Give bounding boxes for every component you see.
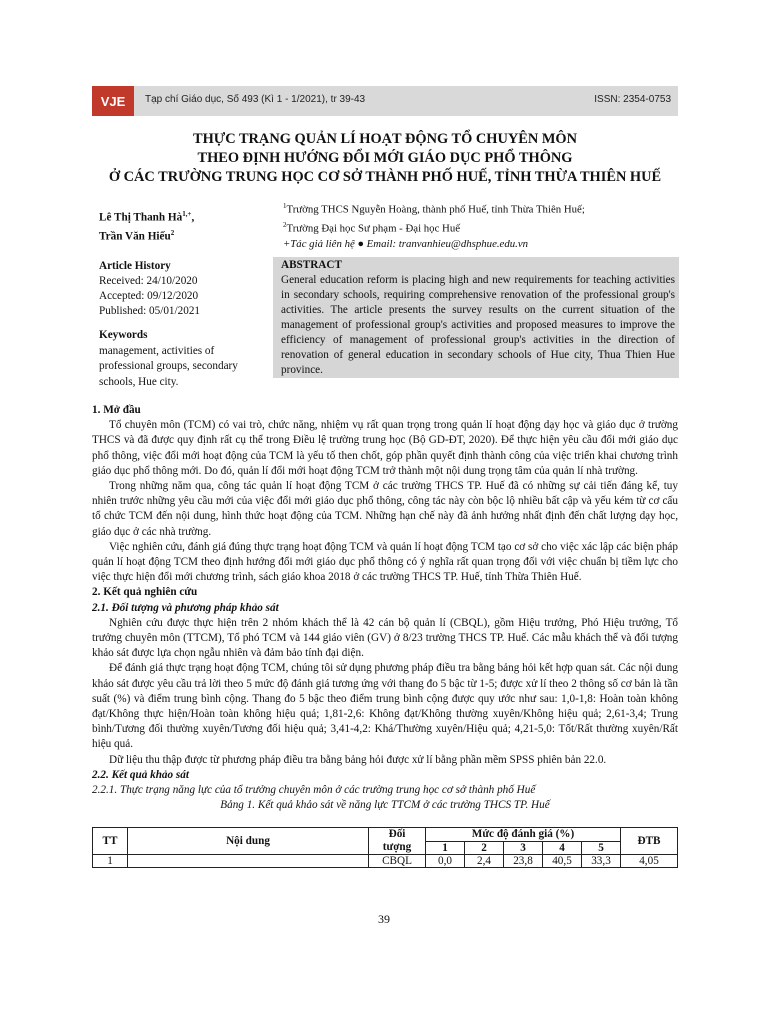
- section-2-title: 2. Kết quả nghiên cứu: [92, 586, 198, 599]
- results-table: [92, 827, 678, 868]
- section-1-title: 1. Mở đầu: [92, 404, 141, 416]
- author-1: Lê Thị Thanh Hà: [99, 211, 183, 224]
- col-subject: [369, 828, 426, 855]
- col-dtb: ĐTB: [621, 828, 678, 855]
- cell-content: [128, 855, 369, 868]
- accepted-date: Accepted: 09/12/2020: [99, 290, 199, 302]
- cell-dtb: 4,05: [621, 855, 678, 868]
- col-subject-line-2: tượng: [382, 841, 412, 853]
- cell-v5: 33,3: [582, 855, 621, 868]
- page-number: 39: [378, 912, 390, 926]
- section-2-1-title: 2.1. Đối tượng và phương pháp khảo sát: [92, 601, 279, 614]
- title-line-2: THEO ĐỊNH HƯỚNG ĐỔI MỚI GIÁO DỤC PHỔ THÔNG: [197, 150, 573, 166]
- paragraph: Trong những năm qua, công tác quản lí hoạt động TCM ở các trường THCS TP. Huế đã có những sự cải tiến đáng kể, tuy nhiên trước những yêu cầu mới của việc đổi mới giáo dục phổ thông, công tác này còn bộc lộ nhiều bất cập và yếu kém từ cơ cấu tổ chức TCM đến nội dung, hình thức hoạt động của TCM. Những hạn chế này đã ảnh hưởng nhất định đến chất lượng dạy học, giáo dục ở các nhà trường.: [92, 480, 678, 538]
- keywords-text: management, activities of professional groups, secondary schools, Hue city.: [99, 344, 238, 388]
- author-1-sup: 1,+: [182, 210, 192, 218]
- affil-2: Trường Đại học Sư phạm - Đại học Huế: [286, 222, 461, 235]
- section-2-2-1-title: 2.2.1. Thực trạng năng lực của tổ trưởng chuyên môn ở các trường trung học cơ sở thành phố Huế: [92, 784, 536, 797]
- cell-v1: 0,0: [426, 855, 465, 868]
- issn: ISSN: 2354-0753: [594, 94, 671, 105]
- paragraph: Việc nghiên cứu, đánh giá đúng thực trạng hoạt động TCM và quản lí hoạt động TCM tạo cơ sở cho việc xác lập các biện pháp quản lí hoạt động TCM theo định hướng đổi mới giáo dục phổ thông có ý nghĩa rất quan trọng đối với việc chuẩn bị tiềm lực cho việc thực hiện đổi mới chương trình, sách giáo khoa 2018 ở các trường THCS TP. Huế, tỉnh Thừa Thiên Huế.: [92, 540, 678, 584]
- author-1-suffix: ,: [191, 211, 195, 224]
- abstract-box: [273, 257, 679, 378]
- affiliations: [283, 199, 585, 253]
- col-tt: TT: [93, 828, 128, 855]
- col-level: Mức độ đánh giá (%): [426, 828, 621, 842]
- level-3: 3: [504, 841, 543, 855]
- level-2: 2: [465, 841, 504, 855]
- published-date: Published: 05/01/2021: [99, 305, 201, 317]
- article-history: [99, 259, 200, 319]
- author-2-sup: 2: [170, 228, 175, 237]
- body-text: [92, 403, 678, 813]
- abstract-heading: ABSTRACT: [281, 259, 342, 271]
- table-row: [93, 855, 678, 868]
- level-1: 1: [426, 841, 465, 855]
- affil-1-sup: 1: [283, 202, 287, 210]
- paper-title: [92, 130, 678, 187]
- cell-tt: 1: [93, 855, 128, 868]
- paragraph: Để đánh giá thực trạng hoạt động TCM, chúng tôi sử dụng phương pháp điều tra bằng bảng hỏi kết hợp quan sát. Các nội dung khảo sát được yêu cầu trả lời theo 5 mức độ đánh giá tương ứng với thang đo 5 bậc từ 1-5; được xử lí theo 2 thông số cơ bản là tần suất (%) và điểm trung bình cộng. Thang đo 5 bậc theo điểm trung bình cộng được quy ước như sau: 1,0-1,8: Hoàn toàn không đạt/Không thực hiện/Hoàn toàn không hiệu quả; 1,81-2,6: Không đạt/Không thường xuyên/Không hiệu quả; 2,61-3,4; Trung bình/Tương đối thường xuyên/Tương đối hiệu quả; 3,41-4,2: Khá/Thường xuyên/Hiệu quả; 4,21-5,0: Tốt/Rất thường xuyên/Rất hiệu quả.: [92, 662, 678, 751]
- title-line-1: THỰC TRẠNG QUẢN LÍ HOẠT ĐỘNG TỔ CHUYÊN MÔN: [192, 131, 578, 147]
- author-2: Trần Văn Hiếu: [99, 230, 171, 243]
- table-caption: Bảng 1. Kết quả khảo sát về năng lực TTCM ở các trường THCS TP. Huế: [220, 799, 550, 812]
- received-date: Received: 24/10/2020: [99, 275, 198, 287]
- cell-v2: 2,4: [465, 855, 504, 868]
- journal-logo: VJE: [92, 86, 134, 116]
- cell-v4: 40,5: [543, 855, 582, 868]
- section-2-2-title: 2.2. Kết quả khảo sát: [92, 768, 189, 781]
- paragraph: Dữ liệu thu thập được từ phương pháp điều tra bằng bảng hỏi được xử lí bằng phần mềm SPSS phiên bản 22.0.: [109, 753, 607, 766]
- paragraph: Tổ chuyên môn (TCM) có vai trò, chức năng, nhiệm vụ rất quan trọng trong quản lí hoạt động dạy học và giáo dục ở trường THCS và đã được quy định rất cụ thể trong Điều lệ trường trung học (Bộ GD-ĐT, 2020). Để thực hiện yêu cầu đổi mới giáo dục phổ thông, việc đổi mới hoạt động của TCM là yếu tố then chốt, góp phần quyết định thành công của việc triển khai chương trình giáo dục phổ thông mới. Do đó, quản lí đổi mới hoạt động TCM trở thành một nội dung trọng tâm của quản lí nhà trường.: [92, 419, 678, 477]
- keywords-heading: Keywords: [99, 329, 148, 341]
- keywords: [99, 328, 259, 390]
- contact-email: +Tác giả liên hệ ● Email: tranvanhieu@dhsphue.edu.vn: [283, 238, 529, 251]
- history-heading: Article History: [99, 260, 171, 272]
- authors: [99, 207, 194, 244]
- cell-v3: 23,8: [504, 855, 543, 868]
- col-subject-line-1: Đối: [388, 828, 406, 840]
- level-4: 4: [543, 841, 582, 855]
- level-5: 5: [582, 841, 621, 855]
- paragraph: Nghiên cứu được thực hiện trên 2 nhóm khách thể là 42 cán bộ quản lí (CBQL), gồm Hiệu trưởng, Phó Hiệu trưởng, Tổ trưởng chuyên môn (TTCM), Tổ phó TCM và 144 giáo viên (GV) ở 8/23 trường THCS TP. Huế. Các mẫu khách thể và đối tượng khảo sát được lựa chọn ngẫu nhiên và đảm bảo tính đại diện.: [92, 616, 678, 660]
- abstract-text: General education reform is placing high and new requirements for teaching activities in secondary schools, requiring comprehensive renovation of the professional group's activities. The article presents the survey results on the current situation of the management of professional group's activities and proposed measures to improve the efficiency of management of professional group's activities in the direction of renovation of general education in secondary schools of Hue city, Thua Thien Hue province.: [281, 274, 675, 376]
- affil-1: Trường THCS Nguyễn Hoàng, thành phố Huế, tỉnh Thừa Thiên Huế;: [286, 203, 585, 216]
- cell-subject: CBQL: [369, 855, 426, 868]
- journal-citation: Tạp chí Giáo dục, Số 493 (Kì 1 - 1/2021), tr 39-43: [145, 94, 366, 105]
- title-line-3: Ở CÁC TRƯỜNG TRUNG HỌC CƠ SỞ THÀNH PHỐ HUẾ, TỈNH THỪA THIÊN HUẾ: [108, 169, 662, 185]
- col-content: Nội dung: [128, 828, 369, 855]
- affil-2-sup: 2: [283, 221, 287, 230]
